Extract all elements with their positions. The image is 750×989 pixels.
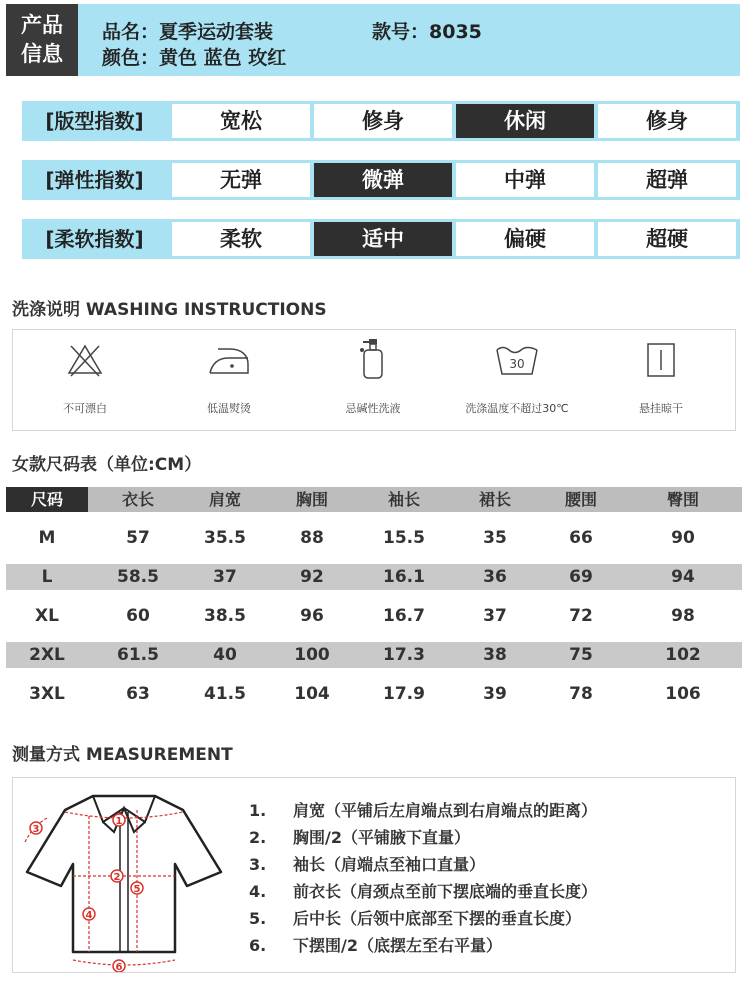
table-cell: 78 [569,684,593,704]
measurement-text: 后中长（后领中底部至下摆的垂直长度） [293,909,582,928]
badge-line-1: 产品 [21,13,63,37]
table-cell: 17.9 [383,684,425,704]
diagram-label-2: 2 [113,872,121,883]
measurement-item [249,933,502,956]
table-cell: 75 [569,645,593,665]
table-header-cell: 袖长 [387,490,420,509]
table-row [6,603,742,629]
table-cell: 17.3 [383,645,425,665]
index-option: 柔软 [172,222,310,256]
no-bleach-icon [65,340,105,380]
wash-label: 低温熨烫 [207,402,251,415]
wash-label: 洗涤温度不超过30℃ [465,402,569,415]
table-header-cell: 衣长 [121,490,154,509]
table-cell: 104 [294,684,330,704]
size-table-title: 女款尺码表（单位:CM） [12,455,202,475]
wash-item-hang-dry [589,330,733,430]
wash-item-iron-low [157,330,301,430]
index-option: 偏硬 [456,222,594,256]
wash-item-detergent [301,330,445,430]
table-cell: 57 [126,528,150,548]
hang-dry-icon [641,340,681,380]
diagram-label-1: 1 [115,816,123,827]
table-cell: 60 [126,606,150,626]
product-info-header [6,4,740,76]
table-cell: 38 [483,645,507,665]
measurement-text: 肩宽（平铺后左肩端点到右肩端点的距离） [293,801,598,820]
measurement-title: 测量方式 MEASUREMENT [12,745,233,765]
table-header-cell: 尺码 [6,487,88,512]
wash-label: 忌碱性洗液 [345,402,401,415]
measurement-text: 胸围/2（平铺腋下直量） [293,828,470,847]
index-row [22,160,740,200]
index-row [22,219,740,259]
index-row-label: [柔软指数] [45,227,144,251]
index-row-label: [版型指数] [45,109,144,133]
measurement-number: 6. [249,936,267,955]
table-cell: 36 [483,567,507,587]
table-cell: 61.5 [117,645,159,665]
index-option: 超弹 [598,163,736,197]
washing-instructions-box [12,329,736,431]
iron-low-icon [206,340,252,380]
measurement-number: 3. [249,855,267,874]
size-cell: XL [35,606,59,626]
product-info-badge [6,4,78,76]
style-number: 款号：8035 [372,21,482,43]
measurement-text: 下摆围/2（底摆左至右平量） [293,936,502,955]
table-row [6,681,742,707]
table-row [6,525,742,551]
table-header-cell: 臀围 [666,490,699,509]
size-cell: L [41,567,53,587]
measurement-item [249,852,485,875]
index-option: 宽松 [172,104,310,138]
index-option: 修身 [598,104,736,138]
index-row [22,101,740,141]
table-cell: 98 [671,606,695,626]
table-cell: 72 [569,606,593,626]
wash-label: 不可漂白 [63,402,107,415]
index-option-selected: 休闲 [456,104,594,138]
measurement-item [249,906,581,929]
measurement-box [12,777,736,973]
table-cell: 90 [671,528,695,548]
table-row [6,564,742,590]
index-option: 超硬 [598,222,736,256]
table-cell: 100 [294,645,330,665]
diagram-label-4: 4 [85,910,93,921]
wash-temp-text: 30 [509,357,525,371]
product-name: 品名：夏季运动套装 [102,21,274,43]
table-cell: 66 [569,528,593,548]
table-cell: 69 [569,567,593,587]
table-cell: 35.5 [204,528,246,548]
measurement-item [249,798,597,821]
table-cell: 96 [300,606,324,626]
table-cell: 15.5 [383,528,425,548]
table-cell: 37 [483,606,507,626]
table-cell: 16.1 [383,567,425,587]
table-cell: 38.5 [204,606,246,626]
size-cell: 3XL [29,684,65,704]
measurement-item [249,879,597,902]
washing-title: 洗涤说明 WASHING INSTRUCTIONS [12,300,327,320]
badge-line-2: 信息 [21,42,63,66]
measurement-number: 5. [249,909,267,928]
measurement-text: 前衣长（肩颈点至前下摆底端的垂直长度） [293,882,598,901]
measurement-item [249,825,470,848]
table-cell: 16.7 [383,606,425,626]
index-option-selected: 适中 [314,222,452,256]
diagram-label-6: 6 [115,962,123,972]
table-header-cell: 腰围 [564,490,597,509]
table-cell: 41.5 [204,684,246,704]
wash-item-wash-30 [445,330,589,430]
table-cell: 35 [483,528,507,548]
product-colors: 颜色：黄色 蓝色 玫红 [102,47,287,69]
shirt-measurement-diagram [19,780,229,972]
index-option: 无弹 [172,163,310,197]
table-cell: 58.5 [117,567,159,587]
measurement-number: 1. [249,801,267,820]
table-header-cell: 裙长 [478,490,511,509]
size-cell: 2XL [29,645,65,665]
measurement-number: 2. [249,828,267,847]
size-cell: M [38,528,56,548]
table-cell: 92 [300,567,324,587]
measurement-number: 4. [249,882,267,901]
table-cell: 106 [665,684,701,704]
measurement-text: 袖长（肩端点至袖口直量） [293,855,486,874]
table-cell: 40 [213,645,237,665]
table-cell: 102 [665,645,701,665]
index-option-selected: 微弹 [314,163,452,197]
wash-label: 悬挂晾干 [639,402,683,415]
index-option: 修身 [314,104,452,138]
detergent-bottle-icon [353,336,393,382]
table-cell: 37 [213,567,237,587]
table-cell: 94 [671,567,695,587]
table-header-cell: 肩宽 [208,490,241,509]
table-header-cell: 胸围 [295,490,328,509]
size-table-header [6,487,742,512]
diagram-label-5: 5 [133,884,141,895]
wash-30-icon [493,340,541,380]
wash-item-no-bleach [13,330,157,430]
table-row [6,642,742,668]
index-row-label: [弹性指数] [45,168,144,192]
table-cell: 88 [300,528,324,548]
table-cell: 39 [483,684,507,704]
diagram-label-3: 3 [32,824,40,835]
table-cell: 63 [126,684,150,704]
index-option: 中弹 [456,163,594,197]
